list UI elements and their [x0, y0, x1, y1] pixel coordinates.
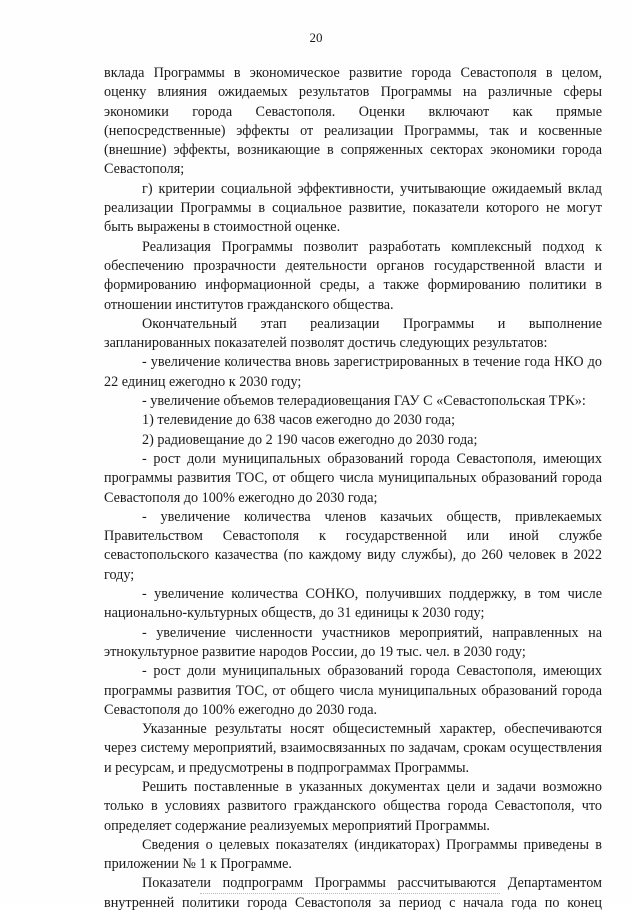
paragraph-subprogram-indicators: Показатели подпрограмм Программы рассчитываются Департаментом внутренней политики города Севастополя за период с начала года по конец	[104, 875, 602, 911]
list-item-sonko-support: - увеличение количества СОНКО, получивших поддержку, в том числе национально-культурных обществ, до 31 единицы к 2030 году;	[104, 586, 602, 622]
paragraph-economic-assessment: вклада Программы в экономическое развитие города Севастополя в целом, оценку влияния ожидаемых результатов Программы на различные сферы экономики города Севастополя. Оценки включают как прямые (непосредственные) эффекты от реализации Программы, так и косвенные (внешние) эффекты, возникающие в сопряженных секторах экономики города Севастополя;	[104, 65, 602, 178]
document-body	[104, 64, 602, 913]
page-number: 20	[309, 30, 323, 45]
scan-edge-line	[200, 893, 500, 895]
paragraph-final-stage: Окончательный этап реализации Программы и выполнение запланированных показателей позволят достичь следующих результатов:	[104, 315, 602, 352]
list-item-broadcasting-volume: - увеличение объемов телерадиовещания ГАУ С «Севастопольская ТРК»:	[142, 393, 586, 410]
paragraph-indicators-appendix: Сведения о целевых показателях (индикаторах) Программы приведены в приложении № 1 к Программе.	[104, 836, 602, 873]
list-item-television-hours: 1) телевидение до 638 часов ежегодно до 2030 года;	[142, 412, 456, 429]
list-item-radio-hours: 2) радиовещание до 2 190 часов ежегодно до 2030 года;	[142, 431, 478, 448]
paragraph-systemic-results: Указанные результаты носят общесистемный характер, обеспечиваются через систему мероприятий, взаимосвязанных по задачам, срокам осуществления и ресурсам, и предусмотрены в подпрограммах Программы.	[104, 721, 602, 776]
list-item-tos-share-repeat: - рост доли муниципальных образований города Севастополя, имеющих программы развития ТОС, от общего числа муниципальных образований города Севастополя до 100% ежегодно до 2030 года.	[104, 663, 602, 718]
list-item-nko-registration: - увеличение количества вновь зарегистрированных в течение года НКО до 22 единиц ежегодно к 2030 году;	[104, 354, 602, 390]
paragraph-program-implementation: Реализация Программы позволит разработать комплексный подход к обеспечению прозрачности деятельности органов государственной власти и формированию информационной среды, а также формированию политики в отношении институтов гражданского общества.	[104, 238, 602, 313]
list-item-tos-share: - рост доли муниципальных образований города Севастополя, имеющих программы развития ТОС, от общего числа муниципальных образований города Севастополя до 100% ежегодно до 2030 года;	[104, 450, 602, 506]
paragraph-civil-society: Решить поставленные в указанных документах цели и задачи возможно только в условиях развитого гражданского общества города Севастополя, что определяет содержание реализуемых мероприятий Программы.	[104, 778, 602, 834]
list-item-cossack-members: - увеличение количества членов казачьих обществ, привлекаемых Правительством Севастополя к государственной или иной службе севастопольского казачества (по каждому виду службы), до 260 человек в 2022 году;	[104, 508, 602, 583]
paragraph-social-criteria: г) критерии социальной эффективности, учитывающие ожидаемый вклад реализации Программы в социальное развитие, показатели которого не могут быть выражены в стоимостной оценке.	[104, 180, 602, 236]
list-item-ethnocultural-participants: - увеличение численности участников мероприятий, направленных на этнокультурное развитие народов России, до 19 тыс. чел. в 2030 году;	[104, 624, 602, 660]
